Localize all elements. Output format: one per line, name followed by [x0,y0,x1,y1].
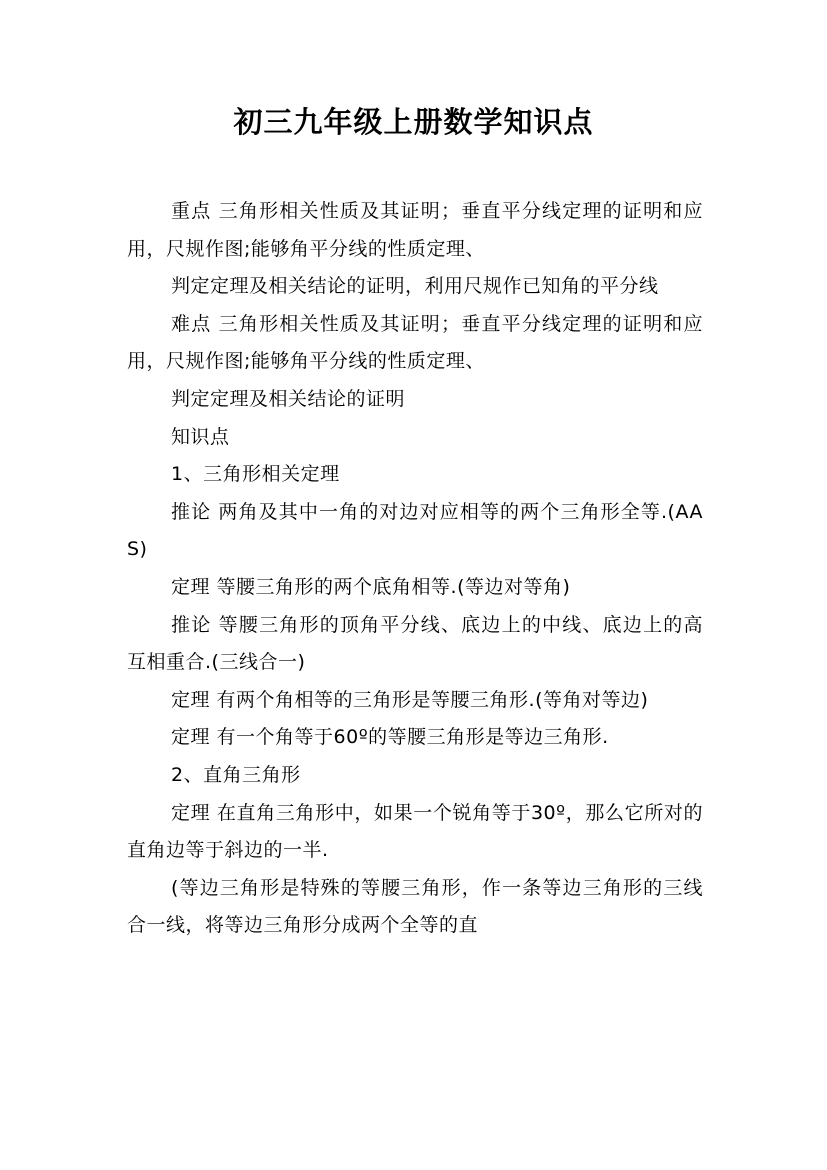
section-heading-right-triangle: 2、直角三角形 [171,763,301,786]
paragraph-equilateral-note: (等边三角形是特殊的等腰三角形，作一条等边三角形的三线合一线，将等边三角形分成两个全等的直 [127,876,703,937]
section-heading-knowledge-points: 知识点 [171,425,230,448]
paragraph-three-lines-coincide: 推论 等腰三角形的顶角平分线、底边上的中线、底边上的高互相重合.(三线合一) [127,613,703,674]
paragraph-aas-corollary: 推论 两角及其中一角的对边对应相等的两个三角形全等.(AAS) [127,500,703,561]
paragraph-equilateral-60-degrees: 定理 有一个角等于60º的等腰三角形是等边三角形. [171,726,609,749]
paragraph-30-degree-theorem: 定理 在直角三角形中，如果一个锐角等于30º，那么它所对的直角边等于斜边的一半. [127,801,703,862]
paragraph-key-points-continued: 判定定理及相关结论的证明，利用尺规作已知角的平分线 [171,275,659,298]
paragraph-isosceles-base-angles: 定理 等腰三角形的两个底角相等.(等边对等角) [171,575,571,598]
section-heading-triangle-theorems: 1、三角形相关定理 [171,463,340,486]
paragraph-difficulties-continued: 判定定理及相关结论的证明 [171,387,406,410]
paragraph-equal-angles-equal-sides: 定理 有两个角相等的三角形是等腰三角形.(等角对等边) [171,688,649,711]
paragraph-key-points: 重点 三角形相关性质及其证明；垂直平分线定理的证明和应用，尺规作图;能够角平分线的性质定理、 [127,200,703,260]
document-title: 初三九年级上册数学知识点 [233,105,594,139]
document-body [127,193,703,945]
paragraph-difficulties: 难点 三角形相关性质及其证明；垂直平分线定理的证明和应用，尺规作图;能够角平分线的性质定理、 [127,312,703,373]
